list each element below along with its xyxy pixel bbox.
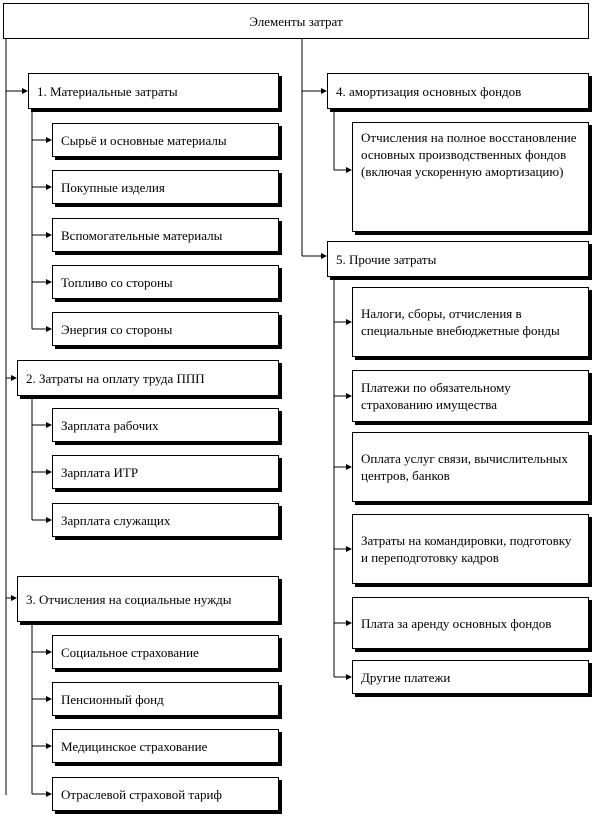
group-2-item-3 [52,503,279,537]
group-2-item-1 [52,408,279,442]
item-label: Пенсионный фонд [61,691,164,707]
group-5-item-2 [352,370,589,422]
item-label: Налоги, сборы, отчисления в специальные внебюджетные фонды [361,306,560,338]
group-4-header [327,73,589,109]
group-1-header [28,73,279,109]
group-5-item-1 [352,287,589,357]
item-label: Другие платежи [361,669,451,685]
group-3-header [17,576,279,622]
item-label: Зарплата служащих [61,512,171,528]
group-3-item-2 [52,682,279,716]
group-1-item-3 [52,218,279,252]
item-label: Оплата услуг связи, вычислительных центров, банков [361,451,568,483]
group-2-item-2 [52,455,279,489]
group-4-item-1 [352,122,589,232]
item-label: Медицинское страхование [61,738,208,754]
item-label: Платежи по обязательному страхованию имущества [361,380,511,412]
item-label: Затраты на командировки, подготовку и переподготовку кадров [361,533,572,565]
root-node [3,3,589,39]
group-label: 2. Затраты на оплату труда ППП [26,370,205,386]
group-3-item-1 [52,635,279,669]
group-5-item-3 [352,432,589,502]
group-1-item-5 [52,312,279,346]
group-3-item-4 [52,777,279,811]
item-label: Отраслевой страховой тариф [61,786,222,802]
group-1-item-4 [52,265,279,299]
item-label: Плата за аренду основных фондов [361,615,552,631]
group-label: 4. амортизация основных фондов [336,83,522,99]
group-5-header [327,241,589,277]
item-label: Отчисления на полное восстановление основных производственных фондов (включая ускоренную амортизацию) [361,130,577,179]
group-label: 5. Прочие затраты [336,251,437,267]
group-1-item-2 [52,170,279,204]
group-3-item-3 [52,729,279,763]
item-label: Топливо со стороны [61,274,173,290]
item-label: Покупные изделия [61,179,165,195]
item-label: Энергия со стороны [61,321,173,337]
item-label: Зарплата рабочих [61,417,159,433]
group-2-header [17,360,279,396]
group-label: 3. Отчисления на социальные нужды [26,591,232,607]
group-5-item-5 [352,597,589,649]
item-label: Зарплата ИТР [61,464,139,480]
group-5-item-4 [352,514,589,584]
group-label: 1. Материальные затраты [37,83,178,99]
root-label: Элементы затрат [249,13,343,29]
item-label: Сырьё и основные материалы [61,132,227,148]
item-label: Вспомогательные материалы [61,227,223,243]
group-5-item-6 [352,660,589,694]
group-1-item-1 [52,123,279,157]
item-label: Социальное страхование [61,644,199,660]
